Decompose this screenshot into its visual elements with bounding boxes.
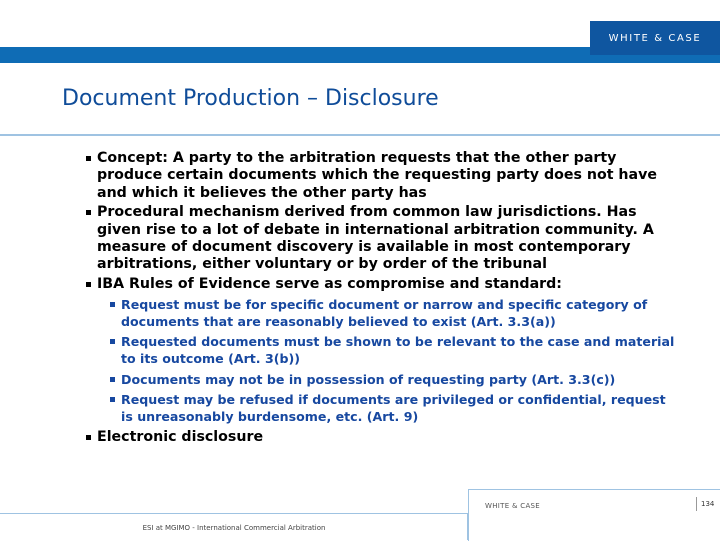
slide-content [86, 150, 676, 449]
bullet-text: Concept: A party to the arbitration requests that the other party produce certain documents which the requesting party does not have and which it believes the other party has [97, 150, 657, 201]
square-bullet-icon [110, 339, 115, 344]
page-number-divider [696, 497, 697, 511]
bullet-text: Procedural mechanism derived from common law jurisdictions. Has given rise to a lot of debate in international arbitration community. A measure of document discovery is available in most contemporary arbitrations, either voluntary or by order of the tribunal [97, 204, 654, 273]
square-bullet-icon [86, 210, 91, 215]
title-divider [0, 134, 720, 136]
sub-bullet-refusal [110, 392, 676, 425]
slide-title: Document Production – Disclosure [62, 86, 439, 111]
sub-bullet-text: Documents may not be in possession of requesting party (Art. 3.3(c)) [121, 371, 616, 387]
logo-text: WHITE & CASE [608, 32, 702, 44]
bullet-electronic-disclosure [86, 429, 676, 446]
square-bullet-icon [86, 435, 91, 440]
sub-bullet-relevance [110, 334, 676, 367]
footer-right-frame [468, 489, 720, 541]
bullet-concept [86, 150, 676, 202]
bullet-iba-rules [86, 276, 676, 293]
footer-course-title: ESI at MGIMO - International Commercial Arbitration [142, 524, 326, 532]
bullet-text: Electronic disclosure [97, 429, 264, 446]
white-case-logo [590, 21, 720, 55]
sub-bullet-text: Requested documents must be shown to be relevant to the case and material to its outcome (Art. 3(b)) [121, 334, 675, 367]
square-bullet-icon [110, 302, 115, 307]
square-bullet-icon [110, 377, 115, 382]
bullet-text: IBA Rules of Evidence serve as compromise and standard: [97, 275, 562, 292]
footer-brand: WHITE & CASE [485, 502, 540, 510]
sub-bullet-text: Request may be refused if documents are privileged or confidential, request is unreasonably burdensome, etc. (Art. 9) [121, 392, 666, 424]
square-bullet-icon [86, 156, 91, 161]
square-bullet-icon [110, 397, 115, 402]
sub-bullet-specific-document [110, 297, 676, 330]
sub-bullet-text: Request must be for specific document or narrow and specific category of documents that are reasonably believed to exist (Art. 3.3(a)) [121, 297, 648, 329]
page-number: 134 [701, 500, 715, 508]
bullet-procedural-mechanism [86, 204, 676, 274]
square-bullet-icon [86, 282, 91, 287]
sub-bullet-possession [110, 372, 676, 389]
